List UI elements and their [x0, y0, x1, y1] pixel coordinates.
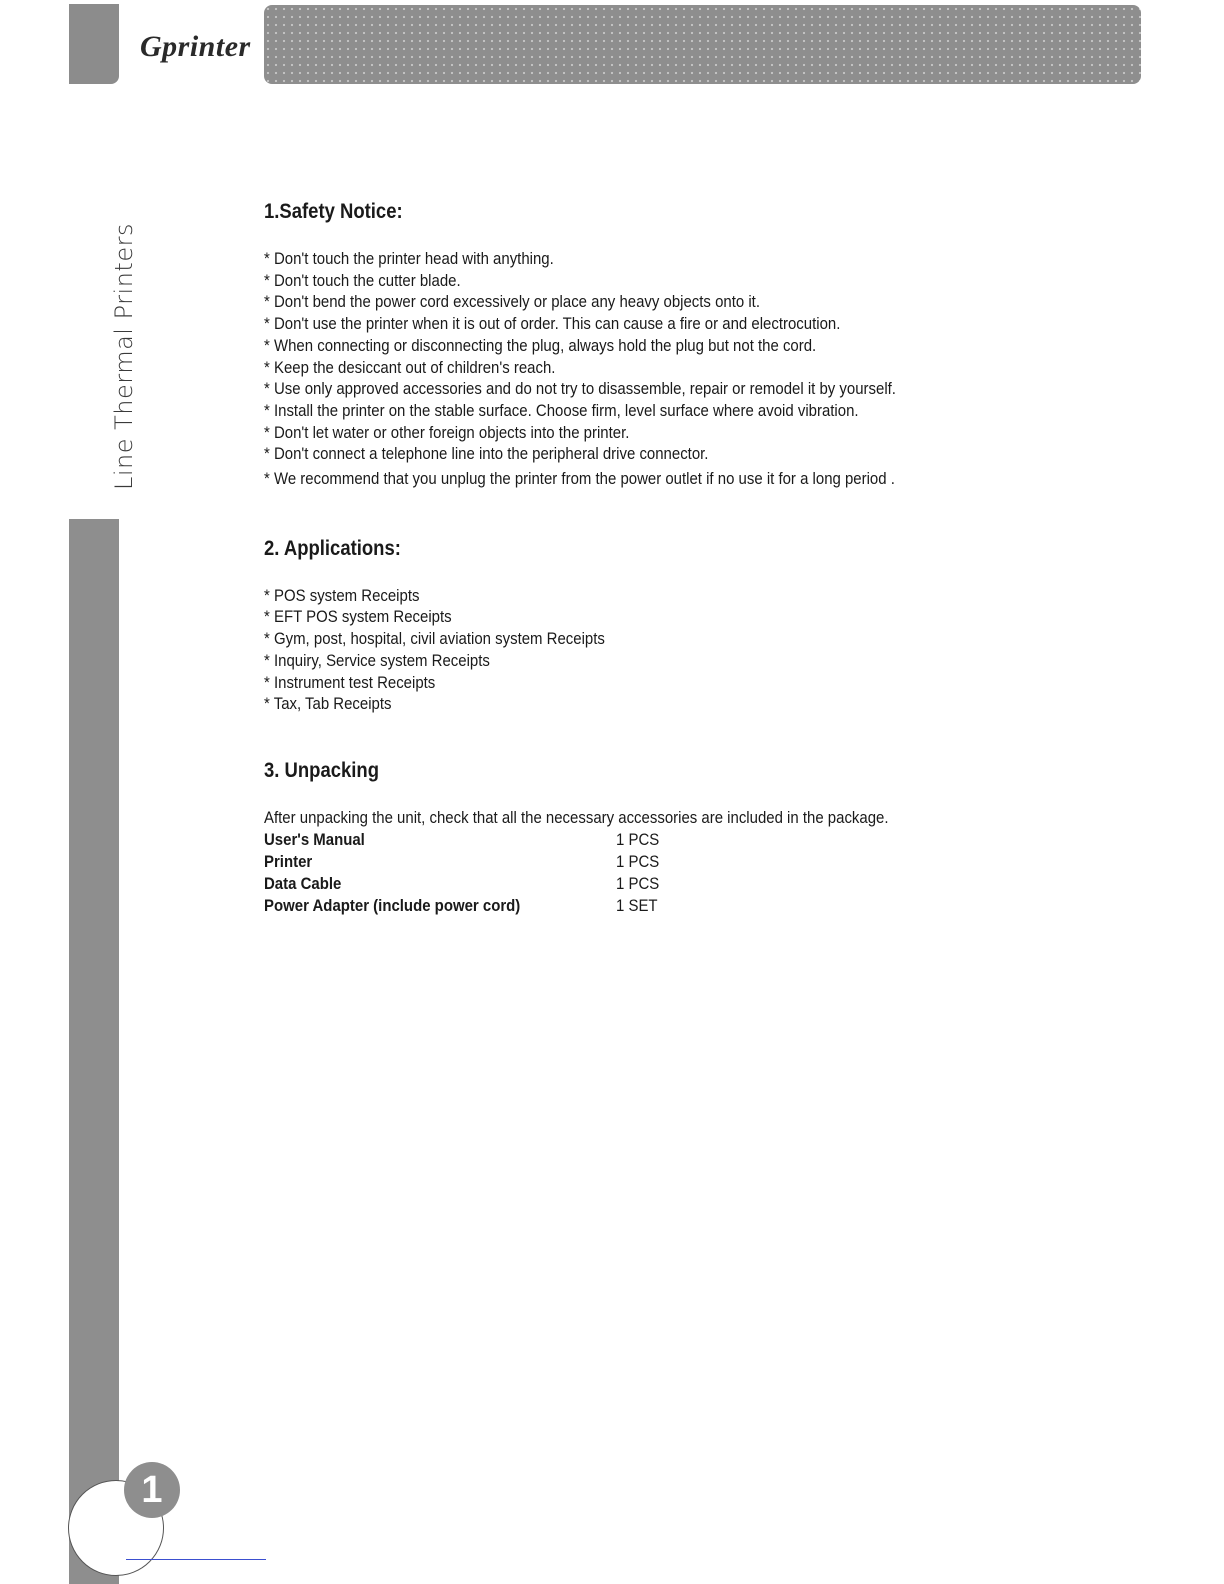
- list-item: * Keep the desiccant out of children's reach.: [264, 357, 556, 377]
- list-item: * We recommend that you unplug the printer from the power outlet if no use it for a long period .: [264, 469, 895, 489]
- main-content: [264, 200, 1144, 917]
- unpacking-intro: After unpacking the unit, check that all the necessary accessories are included in the package.: [264, 807, 889, 827]
- package-item-name: Data Cable: [264, 873, 342, 893]
- list-item: * Don't touch the cutter blade.: [264, 270, 461, 290]
- list-item: * EFT POS system Receipts: [264, 607, 452, 627]
- page-number: 1: [124, 1462, 180, 1518]
- list-item: * Instrument test Receipts: [264, 672, 436, 692]
- package-item-qty: 1 PCS: [616, 829, 660, 849]
- safety-section: [264, 200, 1144, 490]
- list-item: * When connecting or disconnecting the plug, always hold the plug but not the cord.: [264, 335, 817, 355]
- applications-section: [264, 537, 1144, 715]
- package-item-qty: 1 PCS: [616, 851, 660, 871]
- list-item: * Don't touch the printer head with anything.: [264, 249, 554, 268]
- package-item-qty: 1 SET: [616, 895, 658, 915]
- package-row: [264, 895, 1144, 917]
- list-item: * Don't connect a telephone line into the peripheral drive connector.: [264, 444, 709, 464]
- package-item-name: Printer: [264, 851, 313, 871]
- list-item: * Tax, Tab Receipts: [264, 694, 392, 714]
- list-item: * Inquiry, Service system Receipts: [264, 650, 490, 670]
- side-section-label: Line Thermal Printers: [110, 223, 138, 490]
- applications-title: 2. Applications:: [264, 536, 401, 560]
- unpacking-title: 3. Unpacking: [264, 758, 380, 782]
- brand-logo: Gprinter: [140, 30, 251, 63]
- applications-list: [264, 585, 1144, 715]
- list-item: * POS system Receipts: [264, 585, 420, 605]
- safety-title: 1.Safety Notice:: [264, 200, 403, 223]
- package-row: [264, 873, 1144, 895]
- list-item: * Don't use the printer when it is out of order. This can cause a fire or and electrocution.: [264, 314, 841, 334]
- list-item: * Don't let water or other foreign objects into the printer.: [264, 422, 630, 442]
- package-item-qty: 1 PCS: [616, 873, 660, 893]
- header-band: [264, 5, 1141, 84]
- side-bar: [69, 519, 119, 1584]
- list-item: * Use only approved accessories and do not try to disassemble, repair or remodel it by yourself.: [264, 379, 896, 399]
- side-tab-top: [69, 4, 119, 84]
- unpacking-section: [264, 759, 1144, 917]
- package-row: [264, 829, 1144, 851]
- package-item-name: User's Manual: [264, 829, 365, 849]
- safety-list: [264, 248, 1144, 490]
- bottom-rule: [126, 1559, 266, 1560]
- list-item: * Don't bend the power cord excessively or place any heavy objects onto it.: [264, 292, 760, 312]
- package-item-name: Power Adapter (include power cord): [264, 895, 521, 915]
- package-row: [264, 851, 1144, 873]
- list-item: * Gym, post, hospital, civil aviation system Receipts: [264, 629, 605, 649]
- list-item: * Install the printer on the stable surface. Choose firm, level surface where avoid vibration.: [264, 400, 859, 420]
